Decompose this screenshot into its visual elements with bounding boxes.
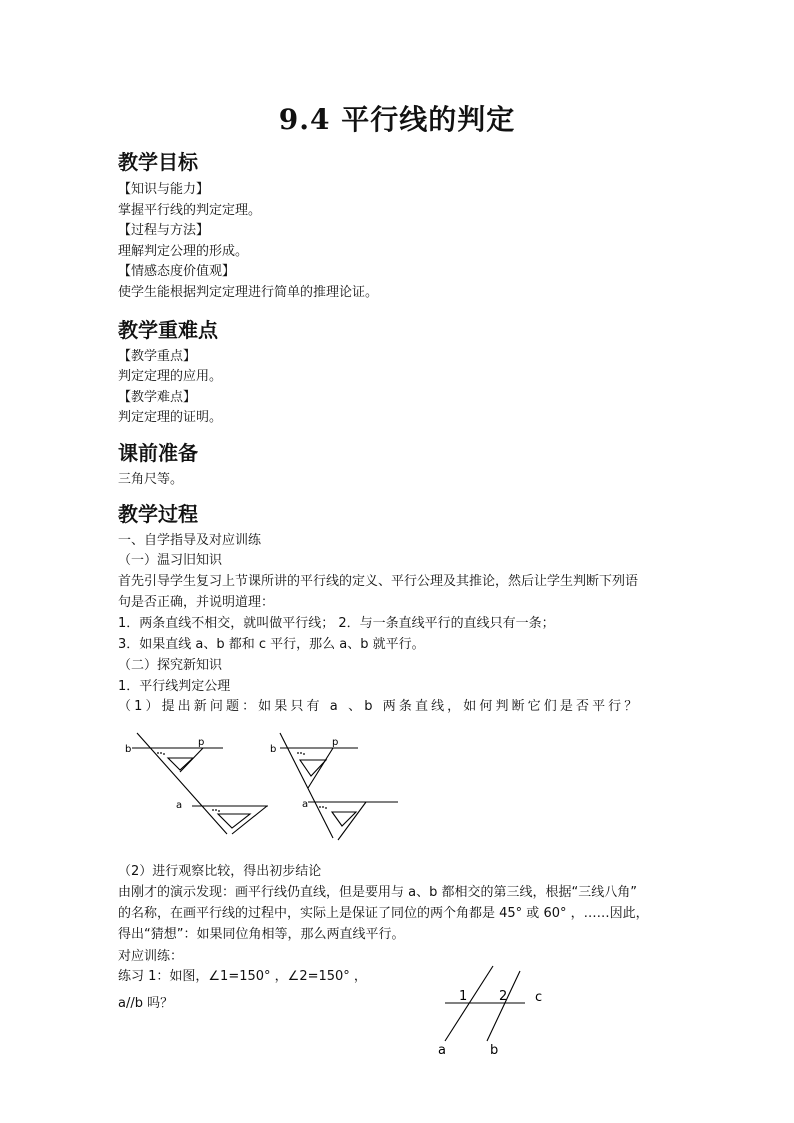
process-line: （2）进行观察比较，得出初步结论 xyxy=(118,864,322,879)
heading-goals: 教学目标 xyxy=(118,150,198,174)
figure-b-label-p: p xyxy=(332,737,339,748)
key-difficulty-text: 判定定理的证明。 xyxy=(118,410,223,425)
goals-emotion-label: 【情感态度价值观】 xyxy=(118,264,236,279)
goals-emotion-text: 使学生能根据判定定理进行简单的推理论证。 xyxy=(118,285,379,300)
process-line: 句是否正确，并说明道理： xyxy=(118,595,275,610)
goals-process-label: 【过程与方法】 xyxy=(118,223,210,238)
page-title: 9.4 平行线的判定 xyxy=(278,103,516,136)
heading-preparation: 课前准备 xyxy=(118,441,198,465)
process-line: 对应训练： xyxy=(118,949,184,964)
process-line: 一、自学指导及对应训练 xyxy=(118,533,262,548)
figure-b-label-a: a xyxy=(302,799,309,810)
exercise-1-line: 练习 1：如图，∠1=150° ，∠2=150° ， xyxy=(118,969,367,984)
goals-process-text: 理解判定公理的形成。 xyxy=(118,244,249,259)
heading-key-points: 教学重难点 xyxy=(118,318,218,342)
process-line: 首先引导学生复习上节课所讲的平行线的定义、平行公理及其推论，然后让学生判断下列语 xyxy=(118,574,639,589)
process-line: 1．两条直线不相交，就叫做平行线； 2．与一条直线平行的直线只有一条； xyxy=(118,616,555,631)
figure-c-label-c: c xyxy=(535,990,543,1005)
figure-parallel-lines xyxy=(435,963,555,1063)
goals-knowledge-text: 掌握平行线的判定定理。 xyxy=(118,203,262,218)
goals-knowledge-label: 【知识与能力】 xyxy=(118,182,210,197)
figure-b-label-b: b xyxy=(270,744,277,755)
process-line: （一）温习旧知识 xyxy=(118,553,223,568)
process-line: 的名称，在画平行线的过程中，实际上是保证了同位的两个角都是 45° 或 60° ，……因此， xyxy=(118,906,649,921)
process-line: 3．如果直线 a、b 都和 c 平行，那么 a、b 就平行。 xyxy=(118,637,425,652)
figure-c-angle-1: 1 xyxy=(459,989,468,1004)
key-difficulty-label: 【教学难点】 xyxy=(118,390,197,405)
process-line: 由刚才的演示发现：画平行线仍直线，但是要用与 a、b 都相交的第三线，根据“三线八角” xyxy=(118,885,637,900)
figure-a-label-p: p xyxy=(198,737,205,748)
heading-process: 教学过程 xyxy=(118,502,198,526)
preparation-text: 三角尺等。 xyxy=(118,472,184,487)
figure-a-label-b: b xyxy=(125,744,132,755)
process-line: 得出“猜想”：如果同位角相等，那么两直线平行。 xyxy=(118,927,405,942)
figure-c-angle-2: 2 xyxy=(499,989,508,1004)
figure-set-square-45 xyxy=(120,730,280,840)
key-focus-text: 判定定理的应用。 xyxy=(118,369,223,384)
key-focus-label: 【教学重点】 xyxy=(118,349,197,364)
figure-c-label-b: b xyxy=(490,1043,499,1058)
figure-a-label-a: a xyxy=(176,800,183,811)
process-line: （1）提出新问题：如果只有 a 、b 两条直线，如何判断它们是否平行？ xyxy=(118,699,641,714)
figure-c-label-a: a xyxy=(438,1043,446,1058)
figure-set-square-60 xyxy=(268,730,408,840)
process-line: （二）探究新知识 xyxy=(118,658,223,673)
exercise-1-question: a//b 吗？ xyxy=(118,996,174,1011)
process-line: 1．平行线判定公理 xyxy=(118,679,231,694)
